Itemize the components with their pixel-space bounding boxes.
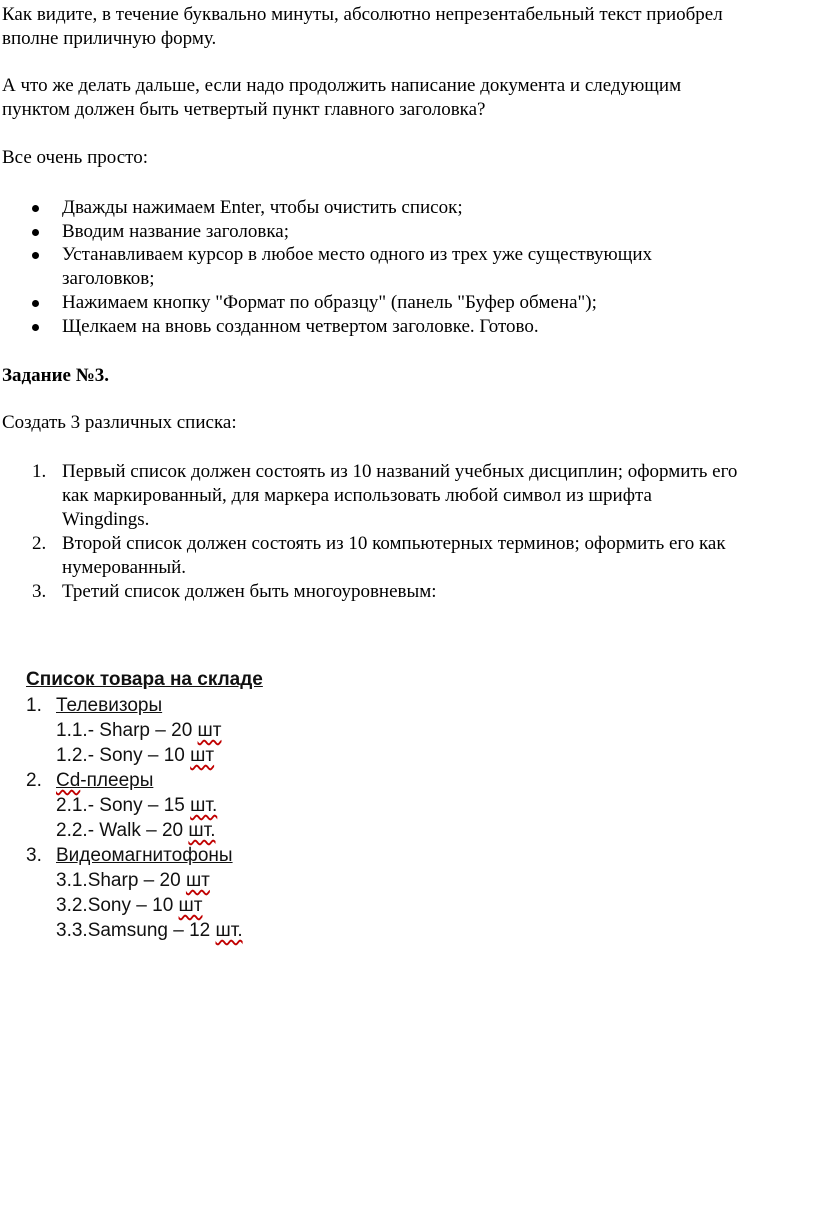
stock-item: 1.2.- Sony – 10 шт: [56, 745, 215, 766]
question-line: пунктом должен быть четвертый пункт главного заголовка?: [2, 99, 486, 120]
group-name: Видеомагнитофоны: [56, 845, 233, 866]
stock-item: 3.3.Samsung – 12 шт.: [56, 920, 243, 941]
stock-list-image: [26, 668, 346, 958]
question-paragraph: [2, 74, 802, 122]
simple-paragraph: Все очень просто:: [2, 147, 149, 168]
stock-item: 3.1.Sharp – 20 шт: [56, 870, 210, 891]
bullet-icon: [32, 229, 39, 236]
group-number: 3.: [26, 845, 42, 866]
intro-line: вполне приличную форму.: [2, 28, 217, 49]
bullet-icon: [32, 324, 39, 331]
group-number: 1.: [26, 695, 42, 716]
task-heading: Задание №3.: [2, 365, 110, 386]
stock-item: 2.1.- Sony – 15 шт.: [56, 795, 218, 816]
intro-line: Как видите, в течение буквально минуты, абсолютно непрезентабельный текст приобрел: [2, 4, 723, 25]
stock-item: 3.2.Sony – 10 шт: [56, 895, 203, 916]
group-number: 2.: [26, 770, 42, 791]
stock-item: 1.1.- Sharp – 20 шт: [56, 720, 222, 741]
intro-paragraph: [2, 3, 802, 51]
bullet-icon: [32, 300, 39, 307]
question-line: А что же делать дальше, если надо продолжить написание документа и следующим: [2, 75, 682, 96]
task-intro: Создать 3 различных списка:: [2, 412, 237, 433]
group-name: Cd-плееры: [56, 770, 154, 791]
stock-title: Список товара на складе: [26, 669, 263, 690]
group-name: Телевизоры: [56, 695, 163, 716]
stock-item: 2.2.- Walk – 20 шт.: [56, 820, 216, 841]
document-page: Как видите, в течение буквально минуты, абсолютно непрезентабельный текст приобрел вполне приличную форму. А что же делать дальше, если надо продолжить написание документа и следующим пунктом должен быть четвертый пункт главного заголовка? Все очень просто: Дважды нажимаем Enter, чтобы очистить список; Вводим название заголовка; Устанавливаем курсор в любое место одного из трех уже существующих заголовков; Нажимаем кнопку "Формат по образцу" (панель "Буфер обмена"); Щелкаем на вновь созданном четвертом заголовке. Готово. Задание №3. Создать 3 различных списка: 1. Первый список должен состоять из 10 названий учебных дисциплин; оформить его как маркированный, для маркера использовать любой символ из шрифта Wingdings. 2. Второй список должен состоять из 10 компьютерных терминов; оформить его как нумерованный. 3. Третий список должен быть многоуровневым: Список товара на складе 1. Телевизоры 1.1.- Sharp – 20 шт 1.2.- Sony – 10 шт 2. Cd-плееры 2.1.- Sony – 15 шт. 2.2.- Walk – 20 шт. 3. Видеомагнитофоны 3.1.Sharp – 20 шт 3.2.Sony – 10 шт 3.3.Samsung – 12 шт.: [0, 0, 816, 1212]
bullet-icon: [32, 252, 39, 259]
bullet-icon: [32, 205, 39, 212]
